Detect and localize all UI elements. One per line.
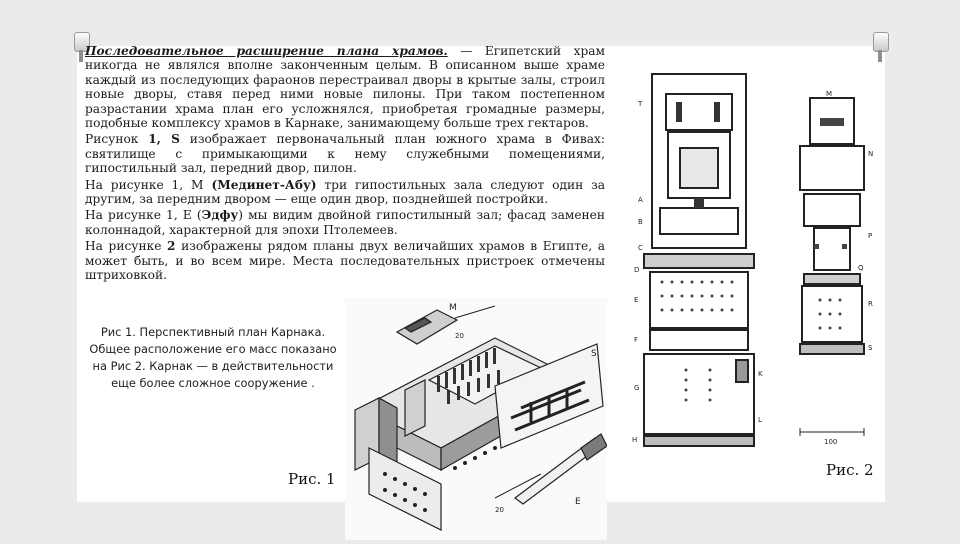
paragraph-3-end: три гипостильных зала следуют один за другим, за передним двором — еще один двор, позднейшей постройки. bbox=[85, 177, 605, 207]
paragraph-2-ref: 1, S bbox=[148, 132, 180, 147]
karnak-perspective-drawing bbox=[345, 298, 607, 540]
figure-1-letter-e: E bbox=[575, 497, 581, 507]
figure-2-letter-p: P bbox=[868, 232, 873, 240]
figure-2-letter-h: H bbox=[632, 436, 638, 444]
paragraph-4-ref: Эдфу bbox=[201, 208, 239, 223]
paragraph-5-start: На рисунке bbox=[85, 239, 168, 254]
paragraph-1-title: Последовательное расширение плана храмов. bbox=[85, 44, 448, 58]
paragraph-1 bbox=[85, 44, 605, 130]
paragraph-2 bbox=[85, 132, 605, 175]
figure-2-letter-n: N bbox=[868, 150, 874, 158]
figure-2-scale-label: 100 bbox=[824, 438, 838, 446]
figure-1-number-20: 20 bbox=[455, 332, 464, 340]
paragraph-4 bbox=[85, 208, 605, 237]
paragraph-3 bbox=[85, 178, 605, 207]
figure-1-number-20b: 20 bbox=[495, 506, 504, 514]
figure-2-label: Рис. 2 bbox=[826, 461, 874, 479]
paragraph-5-ref: 2 bbox=[167, 239, 176, 254]
paragraph-3-ref: (Мединет-Абу) bbox=[211, 177, 317, 192]
figure-2-letter-l: L bbox=[758, 416, 762, 424]
figure-2-letter-b: B bbox=[638, 218, 643, 226]
figure-1-letter-m: M bbox=[449, 303, 457, 313]
figure-2-letter-s: S bbox=[868, 344, 873, 352]
figure-2-plans bbox=[614, 58, 884, 454]
paragraph-2-end: изображает первоначальный план южного храма в Фивах: святилище с примыкающими к нему служебными помещениями, гипостильный зал, передний двор, пилон. bbox=[85, 132, 605, 176]
figure-2-letter-q: Q bbox=[858, 264, 864, 272]
figure-2-letter-m: M bbox=[826, 90, 833, 98]
paragraph-1-text: — Египетский храм никогда не являлся вполне законченным целым. В описанном выше храме каждый из последующих фараонов перестраивал дворы в крытые залы, строил новые дворы, ставя перед ними новые пилоны. При таком постепенном разрастании храма план его усложнялся, приобретая громадные размеры, подобные комплексу храмов в Карнаке, занимающему больше трех гектаров. bbox=[85, 44, 605, 131]
figure-2-letter-d: D bbox=[634, 266, 640, 274]
paragraph-2-start: Рисунок bbox=[85, 132, 149, 147]
temple-plans-drawing bbox=[614, 58, 884, 454]
paragraph-3-start: На рисунке 1, М bbox=[85, 177, 212, 192]
figure-2-letter-r: R bbox=[868, 300, 873, 308]
figure-2-letter-c: C bbox=[638, 244, 643, 252]
figure-1-perspective-plan bbox=[345, 298, 607, 540]
paragraph-4-start: На рисунке 1, Е ( bbox=[85, 208, 202, 223]
figure-1-label: Рис. 1 bbox=[288, 470, 336, 488]
figure-2-letter-k: K bbox=[758, 370, 763, 378]
figure-2-letter-e: E bbox=[634, 296, 639, 304]
figure-2-letter-g: G bbox=[634, 384, 640, 392]
figure-1-caption: Рис 1. Перспективный план Карнака. Общее расположение его масс показано на Рис 2. Карнак — в действительности еще более сложное сооружение . bbox=[89, 325, 337, 390]
figure-2-letter-t: T bbox=[638, 100, 643, 108]
figure-2-letter-f: F bbox=[634, 336, 639, 344]
paragraph-5 bbox=[85, 239, 605, 282]
paragraph-5-end: изображены рядом планы двух величайших храмов в Египте, а может быть, и во всем мире. Места последовательных пристроек отмечены штриховкой. bbox=[85, 239, 605, 283]
figure-1-letter-s: S bbox=[591, 349, 597, 359]
paragraph-4-end: ) мы видим двойной гипостилыный зал; фасад заменен колоннадой, характерной для эпохи Птолемеев. bbox=[85, 208, 605, 237]
body-text bbox=[85, 44, 605, 285]
figure-2-letter-a: A bbox=[638, 196, 643, 204]
